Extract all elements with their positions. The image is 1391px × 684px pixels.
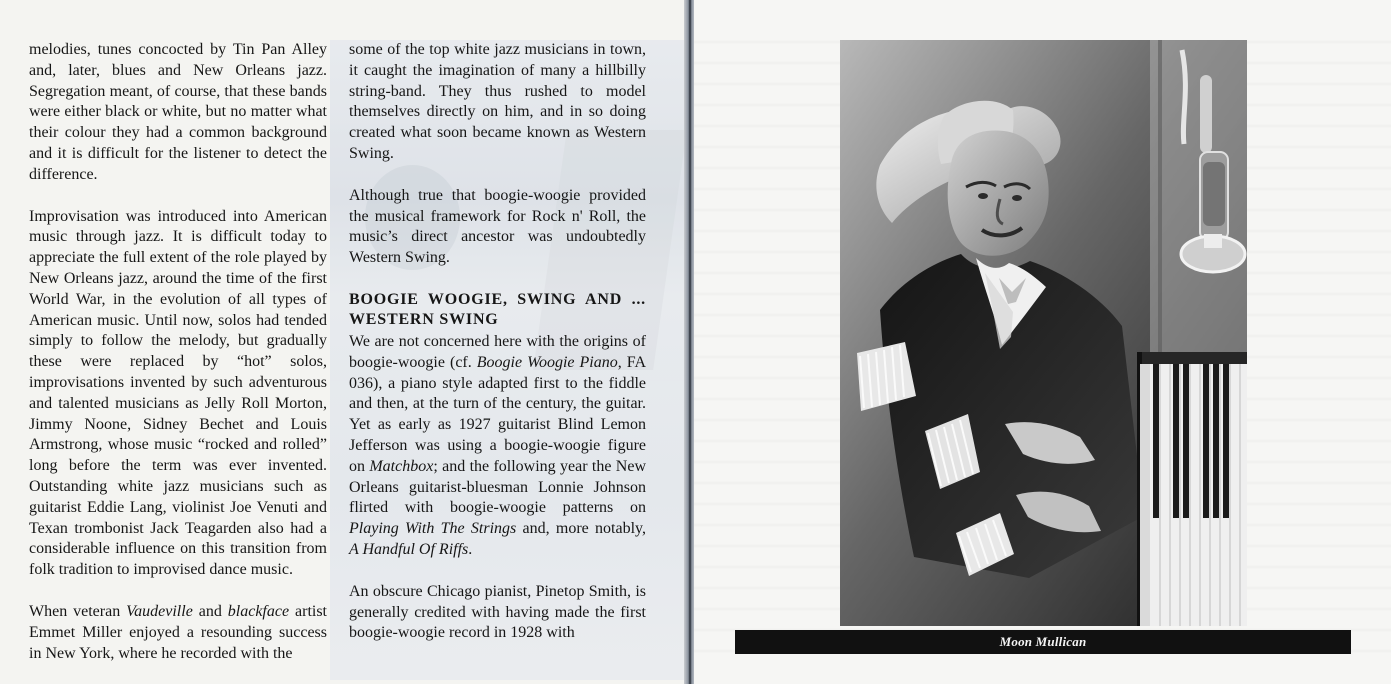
- column-2-paragraph-2: Although true that boogie-woogie provided the musical framework for Rock n' Roll, the music’s direct ancestor was undoubtedly Western Swing.: [349, 186, 646, 267]
- column-1-paragraph-3-prefix: When veteran: [29, 602, 127, 620]
- moon-mullican-photo: [840, 40, 1247, 626]
- column-1-paragraph-3: [29, 602, 327, 664]
- piano-key-edge: [1140, 364, 1150, 626]
- column-2-paragraph-4: An obscure Chicago pianist, Pinetop Smith, is generally credited with having made the first boogie-woogie record in 1928 with: [349, 582, 646, 642]
- right-page: [694, 0, 1391, 684]
- left-page: [0, 0, 688, 684]
- microphone-joint: [1204, 234, 1222, 248]
- column-2-paragraph-3-italic-3: Playing With The Strings: [349, 520, 517, 538]
- photo-caption-bar: [735, 630, 1351, 654]
- column-2-paragraph-3-italic-1: Boogie Woogie Piano: [476, 353, 618, 371]
- column-2-paragraph-3-suffix-1: , FA 036), a piano style adapted first to the fiddle and then, at the turn of the century, the guitar. Yet as early as 1927 guitarist Blind Lemon Jefferson was using a boogie-woogie figure on: [349, 353, 647, 475]
- left-column-1: [29, 40, 327, 684]
- column-2-paragraph-3: [349, 332, 646, 561]
- column-2-paragraph-3-suffix-2: ; and the following year the New Orleans guitarist-bluesman Lonnie Johnson flirted with boogie-woogie patterns on: [349, 457, 646, 517]
- column-1-paragraph-3-suffix: artist Emmet Miller enjoyed a resounding success in New York, where he recorded with the: [29, 602, 328, 662]
- section-heading: BOOGIE WOOGIE, SWING AND ... WESTERN SWING: [349, 290, 646, 328]
- microphone-grille: [1203, 162, 1225, 226]
- left-eye: [978, 193, 988, 199]
- column-2-paragraph-3-italic-2: Matchbox: [369, 457, 434, 475]
- column-2-paragraph-3-suffix-4: .: [468, 540, 473, 558]
- photo-illustration: [840, 40, 1247, 626]
- wall-seam: [1158, 40, 1162, 380]
- piano-keys: [1150, 364, 1247, 626]
- column-2-paragraph-3-italic-4: A Handful Of Riffs: [349, 540, 469, 558]
- photo-caption: Moon Mullican: [999, 634, 1087, 649]
- column-1-paragraph-2: Improvisation was introduced into American music through jazz. It is difficult today to appreciate the full extent of the role played by New Orleans jazz, around the time of the first World War, in the evolution of all types of American music. Until now, solos had tended simply to follow the melody, but gradually these were replaced by “hot” solos, improvisations invented by such adventurous and talented musicians as Jelly Roll Morton, Jimmy Noone, Sidney Bechet and Louis Armstrong, whose music “rocked and rolled” long before the term was ever invented. Outstanding white jazz musicians such as guitarist Eddie Lang, violinist Joe Venuti and Texan trombonist Jack Teagarden also had a considerable influence on this transition from folk tradition to improvised dance music.: [29, 207, 327, 579]
- column-2-paragraph-1: some of the top white jazz musicians in town, it caught the imagination of many a hillbilly string-band. They thus rushed to model themselves directly on him, and in so doing created what soon became known as Western Swing.: [349, 41, 646, 162]
- right-eye: [1012, 195, 1022, 201]
- column-1-paragraph-1: melodies, tunes concocted by Tin Pan Alley and, later, blues and New Orleans jazz. Segregation meant, of course, that these bands were either black or white, but no matter what their colour they had a common background and it is difficult for the listener to detect the difference.: [29, 41, 327, 183]
- left-column-2: [349, 40, 646, 665]
- column-1-paragraph-3-middle: and: [192, 602, 228, 620]
- microphone-stand-top: [1200, 75, 1212, 153]
- column-2-paragraph-3-prefix: We are not concerned here with the origins of boogie-woogie (cf.: [349, 332, 646, 371]
- column-1-paragraph-3-italic-1: Vaudeville: [126, 602, 193, 620]
- column-2-paragraph-3-suffix-3: and, more notably,: [516, 520, 646, 538]
- column-1-paragraph-3-italic-2: blackface: [227, 602, 290, 620]
